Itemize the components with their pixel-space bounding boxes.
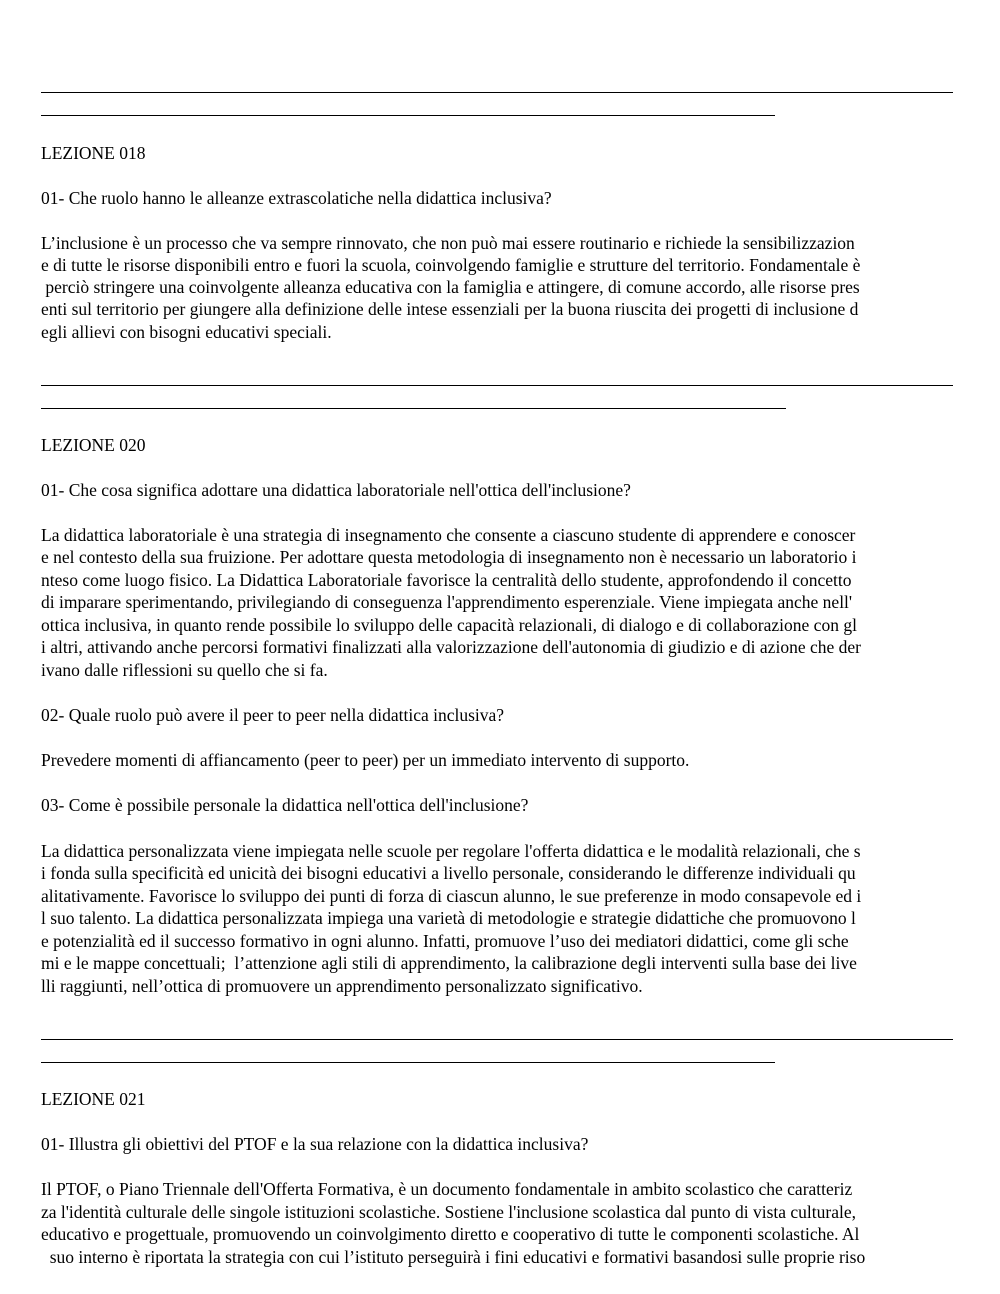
question-text: 01- Che ruolo hanno le alleanze extrascolatiche nella didattica inclusiva? xyxy=(41,188,552,208)
answer-line: za l'identità culturale delle singole istituzioni scolastiche. Sostiene l'inclusione scolastica dal punto di vista culturale, xyxy=(41,1202,856,1222)
question-text: 01- Illustra gli obiettivi del PTOF e la sua relazione con la didattica inclusiva? xyxy=(41,1134,589,1154)
answer-line: perciò stringere una coinvolgente alleanza educativa con la famiglia e attingere, di comune accordo, alle risorse pres xyxy=(41,277,860,297)
answer-line: educativo e progettuale, promuovendo un coinvolgimento diretto e cooperativo di tutte le componenti scolastiche. Al xyxy=(41,1224,860,1244)
answer-line: La didattica personalizzata viene impiegata nelle scuole per regolare l'offerta didattica e le modalità relazionali, che s xyxy=(41,841,861,861)
separator-rule xyxy=(41,1039,953,1040)
separator-rule xyxy=(41,385,953,386)
answer-line: L’inclusione è un processo che va sempre rinnovato, che non può mai essere routinario e richiede la sensibilizzazion xyxy=(41,233,855,253)
question-text: 03- Come è possibile personale la didattica nell'ottica dell'inclusione? xyxy=(41,795,529,815)
section-title: LEZIONE 020 xyxy=(41,435,146,455)
answer-line: e nel contesto della sua fruizione. Per adottare questa metodologia di insegnamento non è necessario un laboratorio i xyxy=(41,547,857,567)
answer-line: di imparare sperimentando, privilegiando di conseguenza l'apprendimento esperenziale. Viene impiegata anche nell' xyxy=(41,592,853,612)
answer-line: ivano dalle riflessioni su quello che si fa. xyxy=(41,660,328,680)
separator-rule xyxy=(41,115,775,116)
separator-rule xyxy=(41,92,953,93)
section-title: LEZIONE 021 xyxy=(41,1089,146,1109)
answer-line: alitativamente. Favorisce lo sviluppo dei punti di forza di ciascun alunno, le sue preferenze in modo consapevole ed i xyxy=(41,886,862,906)
answer-line: e potenzialità ed il successo formativo in ogni alunno. Infatti, promuove l’uso dei mediatori didattici, come gli sche xyxy=(41,931,849,951)
answer-line: lli raggiunti, nell’ottica di promuovere un apprendimento personalizzato significativo. xyxy=(41,976,643,996)
section-title: LEZIONE 018 xyxy=(41,143,146,163)
answer-line: l suo talento. La didattica personalizzata impiega una varietà di metodologie e strategie didattiche che promuovono l xyxy=(41,908,856,928)
answer-line: e di tutte le risorse disponibili entro e fuori la scuola, coinvolgendo famiglie e strutture del territorio. Fondamentale è xyxy=(41,255,861,275)
question-text: 02- Quale ruolo può avere il peer to peer nella didattica inclusiva? xyxy=(41,705,505,725)
answer-line: i fonda sulla specificità ed unicità dei bisogni educativi a livello personale, considerando le differenze individuali qu xyxy=(41,863,856,883)
answer-line: ottica inclusiva, in quanto rende possibile lo sviluppo delle capacità relazionali, di dialogo e di collaborazione con gl xyxy=(41,615,857,635)
answer-line: Prevedere momenti di affiancamento (peer to peer) per un immediato intervento di supporto. xyxy=(41,750,690,770)
answer-line: nteso come luogo fisico. La Didattica Laboratoriale favorisce la centralità dello studente, approfondendo il concetto xyxy=(41,570,852,590)
answer-line: Il PTOF, o Piano Triennale dell'Offerta Formativa, è un documento fondamentale in ambito scolastico che caratteriz xyxy=(41,1179,853,1199)
separator-rule xyxy=(41,408,786,409)
answer-line: La didattica laboratoriale è una strategia di insegnamento che consente a ciascuno studente di apprendere e conoscer xyxy=(41,525,856,545)
question-text: 01- Che cosa significa adottare una didattica laboratoriale nell'ottica dell'inclusione? xyxy=(41,480,631,500)
answer-line: mi e le mappe concettuali; l’attenzione agli stili di apprendimento, la calibrazione degli interventi sulla base dei live xyxy=(41,953,857,973)
answer-line: enti sul territorio per giungere alla definizione delle intese essenziali per la buona riuscita dei progetti di inclusione d xyxy=(41,299,859,319)
separator-rule xyxy=(41,1062,775,1063)
answer-line: egli allievi con bisogni educativi speciali. xyxy=(41,322,332,342)
answer-line: suo interno è riportata la strategia con cui l’istituto perseguirà i fini educativi e formativi basandosi sulle proprie riso xyxy=(41,1247,866,1267)
answer-line: i altri, attivando anche percorsi formativi finalizzati alla valorizzazione dell'autonomia di giudizio e di azione che der xyxy=(41,637,861,657)
